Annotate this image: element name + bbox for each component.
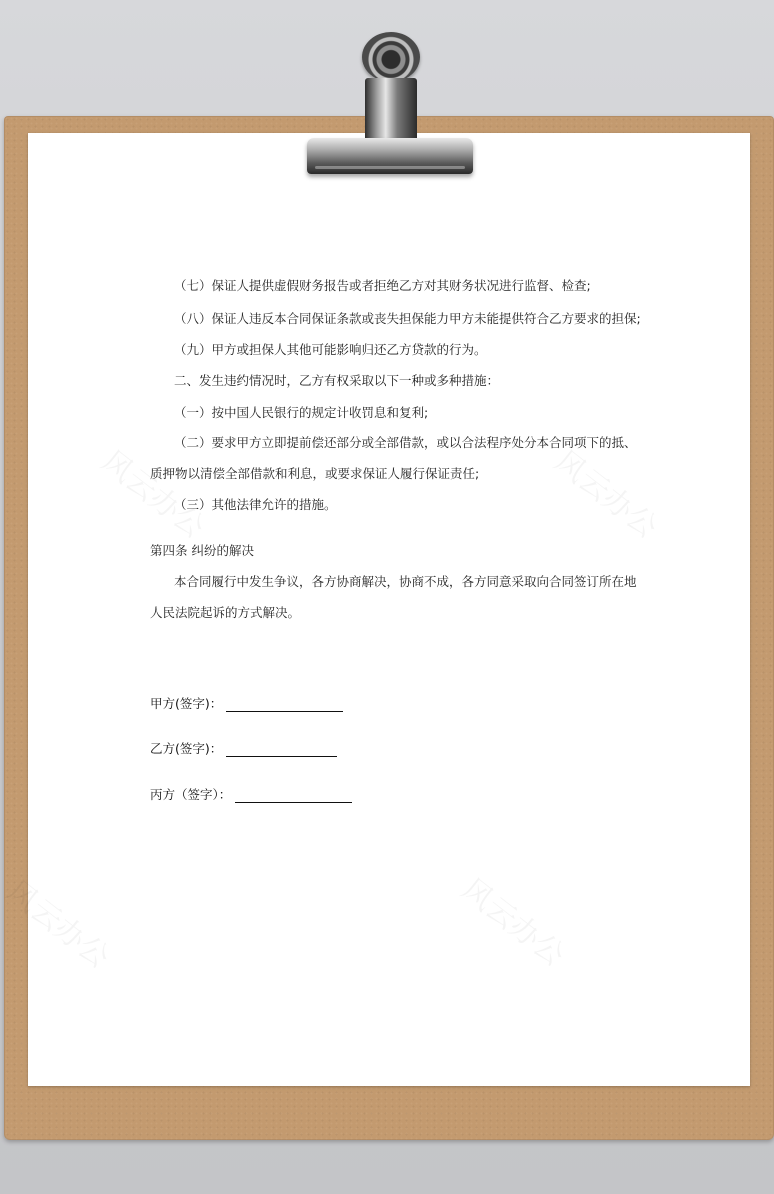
paragraph: 质押物以清偿全部借款和利息，或要求保证人履行保证责任; [150,466,480,481]
signature-line[interactable] [235,788,352,803]
signature-label: 甲方(签字)： [150,696,223,711]
paragraph: （三）其他法律允许的措施。 [174,497,337,512]
paragraph: （八）保证人违反本合同保证条款或丧失担保能力甲方未能提供符合乙方要求的担保; [174,311,641,326]
signature-party-a [150,694,343,712]
paragraph: （一）按中国人民银行的规定计收罚息和复利; [174,405,429,420]
clip-ring [362,32,420,82]
article-body: 人民法院起诉的方式解决。 [150,605,301,620]
binder-clip [307,138,473,174]
signature-label: 丙方（签字）： [150,787,232,802]
paragraph: 二、发生违约情况时，乙方有权采取以下一种或多种措施： [174,373,500,388]
clip-neck [365,78,417,146]
signature-line[interactable] [226,742,337,757]
paragraph: （九）甲方或担保人其他可能影响归还乙方贷款的行为。 [174,342,487,357]
signature-label: 乙方(签字)： [150,741,223,756]
paragraph: （七）保证人提供虚假财务报告或者拒绝乙方对其财务状况进行监督、检查; [174,278,591,293]
signature-party-c [150,785,352,803]
signature-line[interactable] [226,697,343,712]
article-body: 本合同履行中发生争议，各方协商解决，协商不成，各方同意采取向合同签订所在地 [174,574,637,589]
paragraph: （二）要求甲方立即提前偿还部分或全部借款，或以合法程序处分本合同项下的抵、 [174,435,637,450]
signature-party-b [150,739,337,757]
article-heading: 第四条 纠纷的解决 [150,543,254,558]
